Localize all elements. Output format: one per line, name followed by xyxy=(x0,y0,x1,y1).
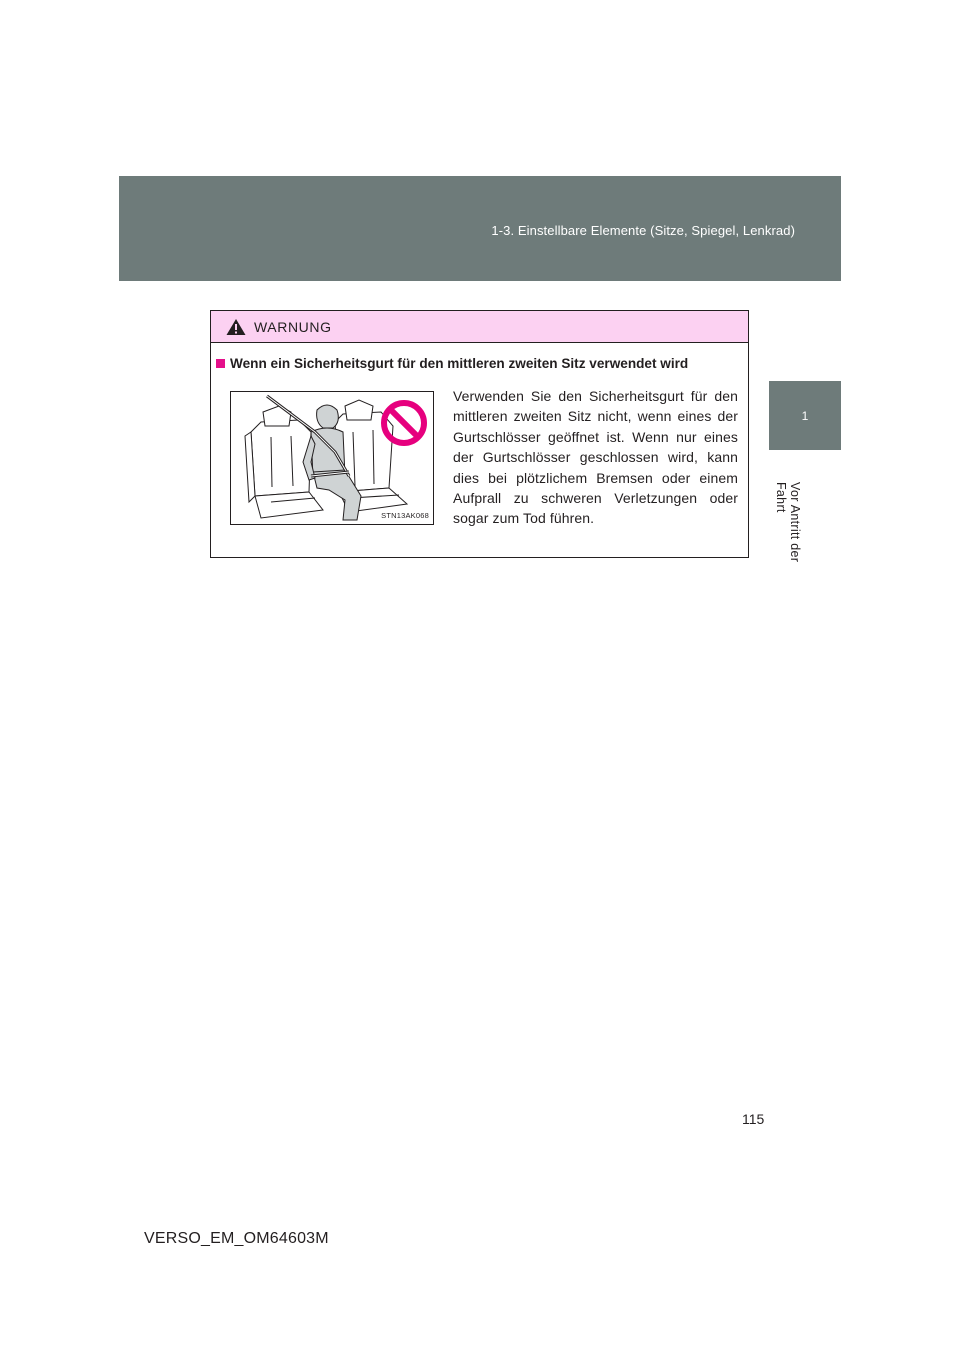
warning-subheading xyxy=(216,356,748,371)
prohibition-icon xyxy=(380,399,428,447)
chapter-number: 1 xyxy=(801,409,809,423)
bullet-square-icon xyxy=(216,359,225,368)
warning-label: WARNUNG xyxy=(254,319,332,335)
warning-header xyxy=(211,311,748,343)
warning-body-text: Verwenden Sie den Sicherheitsgurt für den mittleren zweiten Sitz nicht, wenn eines der Gurtschlösser geöffnet ist. Wenn nur eines der Gurtschlösser geschlossen wird, kann dies bei plötzlichem Bremsen oder einem Aufprall zu schweren Verletzungen oder sogar zum Tod führen. xyxy=(453,388,738,527)
warning-box xyxy=(210,310,749,558)
illustration-code: STN13AK068 xyxy=(381,511,429,520)
warning-subheading-text: Wenn ein Sicherheitsgurt für den mittleren zweiten Sitz verwendet wird xyxy=(230,356,689,371)
header-band xyxy=(119,176,841,281)
warning-triangle-icon xyxy=(226,318,246,336)
page-number: 115 xyxy=(742,1111,765,1127)
section-title: 1-3. Einstellbare Elemente (Sitze, Spiegel, Lenkrad) xyxy=(491,223,795,238)
chapter-tab[interactable] xyxy=(769,381,841,450)
seat-belt-illustration xyxy=(230,391,434,525)
chapter-title: Vor Antritt der Fahrt xyxy=(774,482,802,563)
document-code: VERSO_EM_OM64603M xyxy=(144,1230,329,1247)
